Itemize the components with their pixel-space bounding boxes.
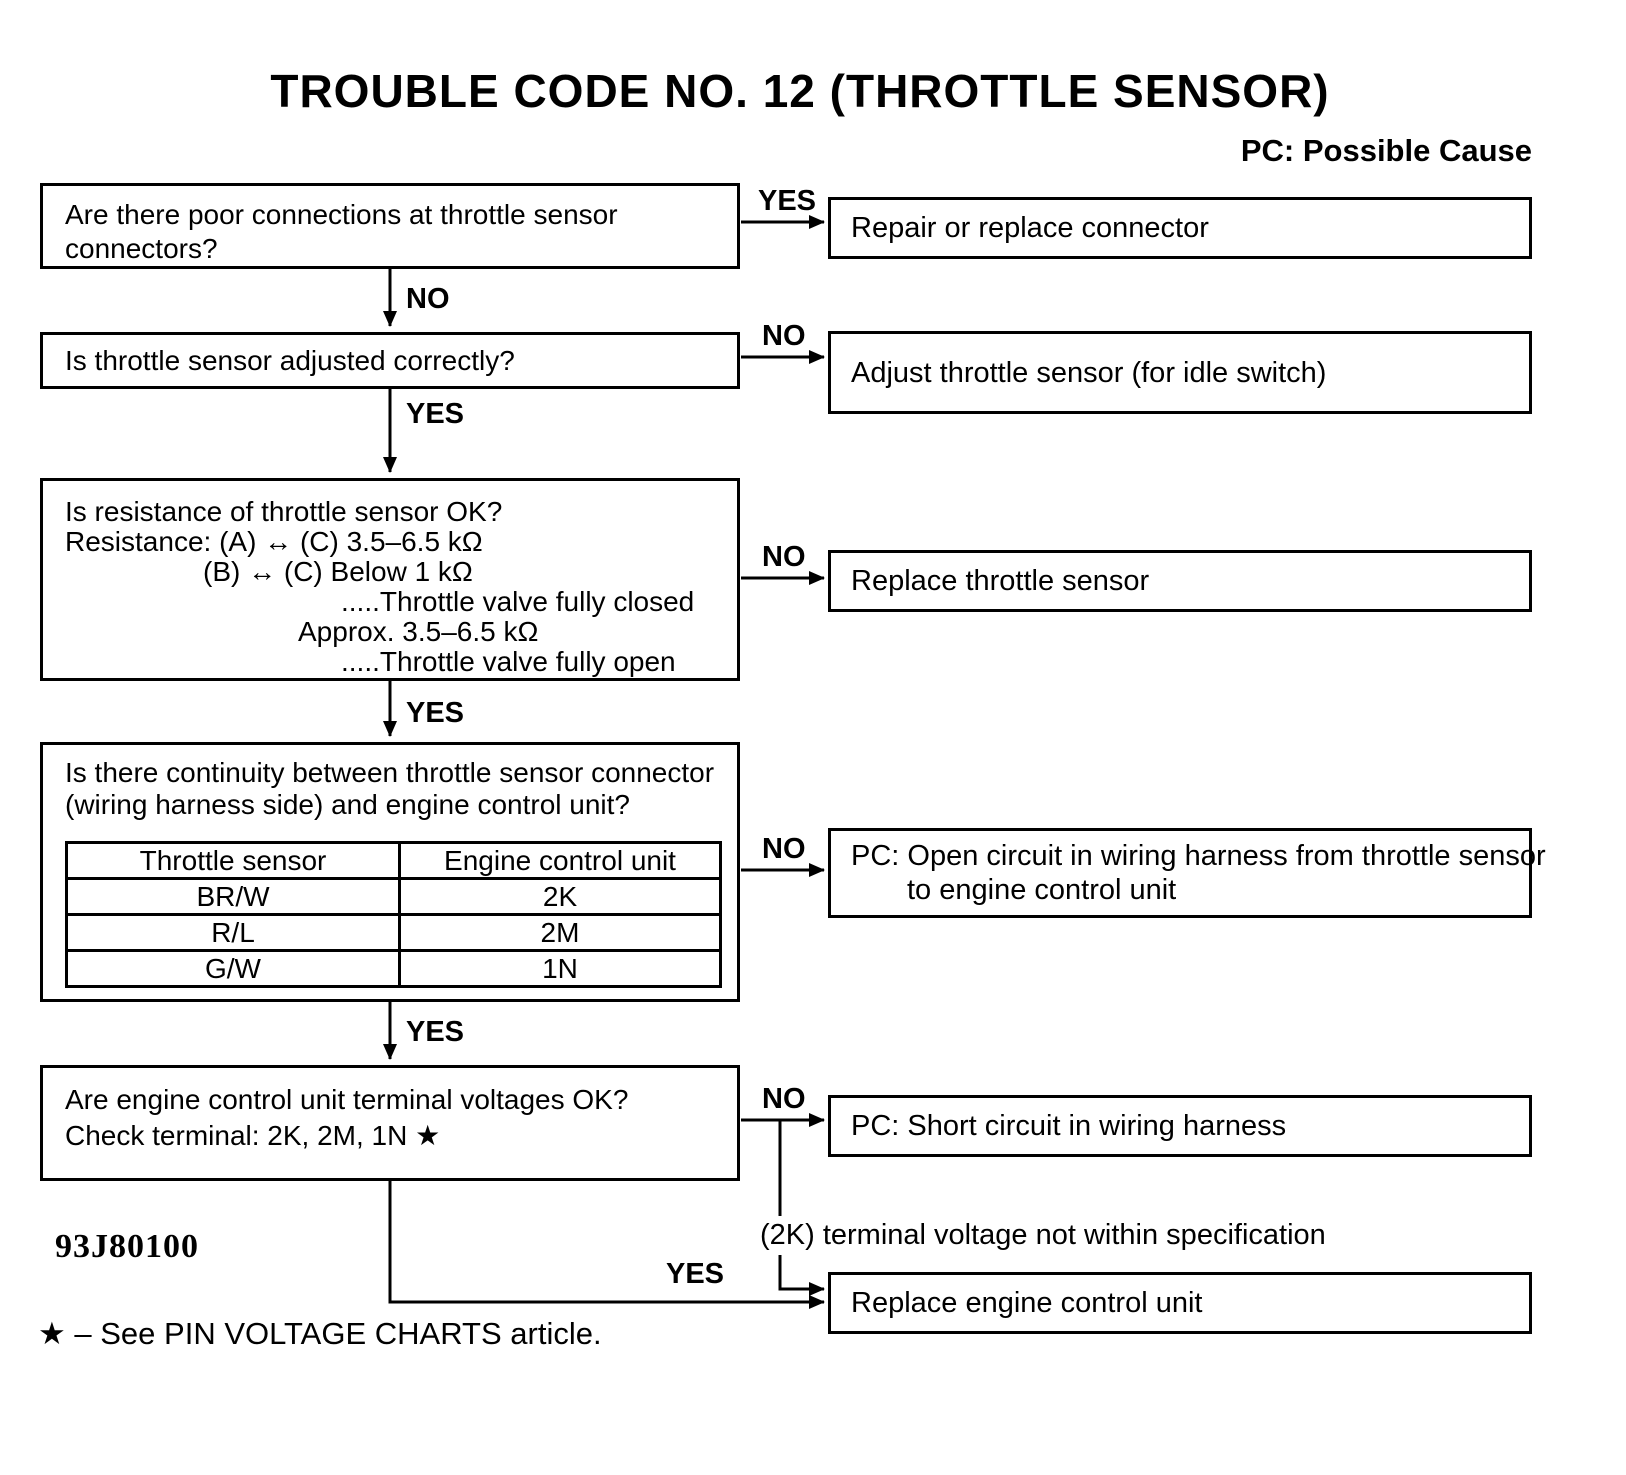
question-box-voltages [40, 1065, 740, 1181]
question-line: (B) ↔ (C) Below 1 kΩ [203, 556, 473, 587]
action-box-adjust-sensor [828, 331, 1532, 414]
edge-label-yes: YES [758, 185, 817, 217]
pc-legend: PC: Possible Cause [1240, 133, 1532, 168]
edge-label-yes: YES [406, 697, 465, 729]
footnote: ★ – See PIN VOLTAGE CHARTS article. [38, 1316, 602, 1351]
action-line: PC: Open circuit in wiring harness from throttle sensor [851, 840, 1546, 872]
edge-label-yes: YES [406, 1016, 465, 1048]
question-line: .....Throttle valve fully open [341, 646, 676, 677]
table-header-row [67, 843, 721, 879]
action-line: Replace engine control unit [851, 1287, 1203, 1319]
action-line: Repair or replace connector [851, 212, 1209, 244]
question-line: Is resistance of throttle sensor OK? [65, 496, 503, 527]
table-cell: G/W [67, 951, 400, 987]
question-line: (wiring harness side) and engine control unit? [65, 789, 630, 820]
question-line: Is throttle sensor adjusted correctly? [65, 344, 515, 376]
action-box-open-circuit [828, 828, 1546, 918]
question-box-connections [40, 183, 740, 269]
edge-label-yes: YES [406, 398, 465, 430]
edge-label-no: NO [762, 320, 806, 352]
question-line: connectors? [65, 233, 218, 264]
action-box-replace-sensor [828, 550, 1532, 612]
action-box-replace-ecu [828, 1272, 1532, 1334]
table-header-cell: Engine control unit [400, 843, 721, 879]
edge-label-no: NO [406, 283, 450, 315]
figure-id: 93J80100 [55, 1228, 199, 1265]
question-line: Is there continuity between throttle sensor connector [65, 757, 715, 788]
action-line: Adjust throttle sensor (for idle switch) [851, 356, 1327, 389]
action-box-short-circuit [828, 1095, 1532, 1157]
action-box-repair-connector [828, 197, 1532, 259]
question-box-continuity [40, 742, 740, 1002]
continuity-table [65, 841, 722, 988]
question-line: Check terminal: 2K, 2M, 1N ★ [65, 1120, 441, 1151]
table-cell: R/L [67, 915, 400, 951]
question-line: .....Throttle valve fully closed [341, 586, 695, 617]
action-line: to engine control unit [907, 874, 1177, 906]
table-cell: 2M [400, 915, 721, 951]
edge-label-no: NO [762, 541, 806, 573]
question-box-resistance [40, 478, 740, 681]
table-cell: 1N [400, 951, 721, 987]
table-row [67, 879, 721, 915]
edge-label-no: NO [762, 1083, 806, 1115]
edge-label-no: NO [762, 833, 806, 865]
branch-note: (2K) terminal voltage not within specification [760, 1216, 1334, 1255]
page-title: TROUBLE CODE NO. 12 (THROTTLE SENSOR) [270, 65, 1330, 117]
arrow-q5-a6-yes [390, 1181, 824, 1302]
question-line: Approx. 3.5–6.5 kΩ [298, 616, 539, 647]
table-cell: BR/W [67, 879, 400, 915]
table-header-cell: Throttle sensor [67, 843, 400, 879]
question-box-adjustment [40, 332, 740, 389]
question-line: Are engine control unit terminal voltages OK? [65, 1084, 629, 1115]
question-line: Resistance: (A) ↔ (C) 3.5–6.5 kΩ [65, 526, 483, 557]
edge-label-yes: YES [666, 1258, 725, 1290]
table-row [67, 915, 721, 951]
action-line: PC: Short circuit in wiring harness [851, 1110, 1287, 1142]
table-cell: 2K [400, 879, 721, 915]
arrow-branch-2k [780, 1120, 824, 1289]
table-row [67, 951, 721, 987]
question-line: Are there poor connections at throttle sensor [65, 199, 618, 230]
action-line: Replace throttle sensor [851, 565, 1150, 597]
